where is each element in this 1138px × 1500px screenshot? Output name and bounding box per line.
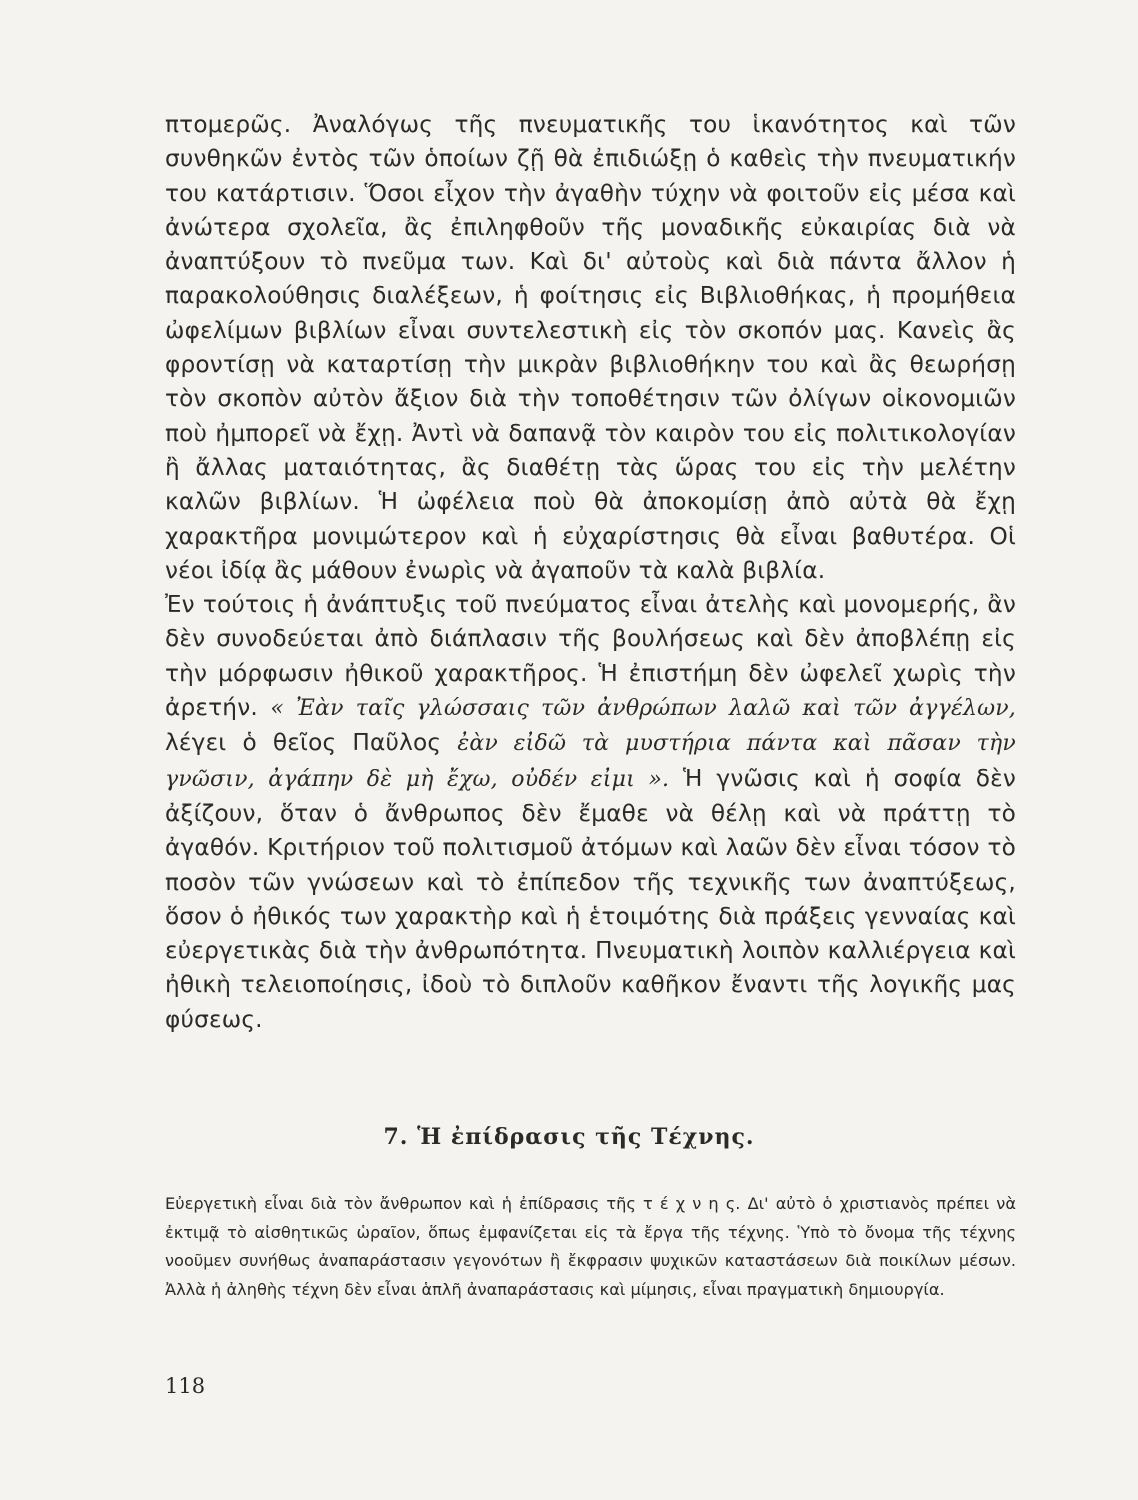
section-intro-text [165,1190,1016,1304]
paragraph-2-end: Ἡ γνῶσις καὶ ἡ σοφία δὲν ἀξίζουν, ὅταν ὁ ἄνθρωπος δὲν ἔμαθε νὰ θέλῃ καὶ νὰ πράττῃ τὸ ἀγαθόν. Κριτήριον τοῦ πολιτισμοῦ ἀτόμων καὶ λαῶν δὲν εἶναι τόσον τὸ ποσὸν τῶν γνώσεων καὶ τὸ ἐπίπεδον τῆς τεχνικῆς των ἀναπτύξεως, ὅσον ὁ ἠθικός των χαρακτὴρ καὶ ἡ ἑτοιμότης διὰ πράξεις γενναίας καὶ εὐεργετικὰς διὰ τὴν ἀνθρωπότητα. Πνευματικὴ λοιπὸν καλλιέργεια καὶ ἠθικὴ τελειοποίησις, ἰδοὺ τὸ διπλοῦν καθῆκον ἔναντι τῆς λογικῆς μας φύσεως. [165,764,1016,1033]
pauline-quote-part-2: ἐὰν εἰδῶ τὰ μυστήρια πάντα καὶ πᾶσαν τὴν γνῶσιν, ἀγάπην δὲ μὴ ἔχω, οὐδέν εἰμι ». [165,731,1016,792]
quote-attribution: λέγει ὁ θεῖος Παῦλος [165,729,442,757]
main-text [165,108,1016,1037]
pauline-quote-part-1: « Ἐὰν ταῖς γλώσσαις τῶν ἀνθρώπων λαλῶ καὶ τῶν ἀγγέλων, [270,696,1016,722]
section-intro-paragraph: Εὐεργετικὴ εἶναι διὰ τὸν ἄνθρωπον καὶ ἡ ἐπίδρασις τῆς τ έ χ ν η ς. Δι' αὐτὸ ὁ χριστιανὸς πρέπει νὰ ἐκτιμᾷ τὸ αἰσθητικῶς ὡραῖον, ὅπως ἐμφανίζεται εἰς τὰ ἔργα τῆς τέχνης. Ὑπὸ τὸ ὄνομα τῆς τέχνης νοοῦμεν συνήθως ἀναπαράστασιν γεγονότων ἢ ἔκφρασιν ψυχικῶν καταστάσεων διὰ ποικίλων μέσων. Ἀλλὰ ἡ ἀληθὴς τέχνη δὲν εἶναι ἁπλῆ ἀναπαράστασις καὶ μίμησις, εἶναι πραγματικὴ δημιουργία. [165,1194,1016,1299]
section-heading: 7. Ἡ ἐπίδρασις τῆς Τέχνης. [383,1124,755,1150]
page-number: 118 [165,1374,206,1398]
paragraph-2 [165,588,1016,1037]
paragraph-2-start: Ἐν τούτοις ἡ ἀνάπτυξις τοῦ πνεύματος εἶναι ἀτελὴς καὶ μονομερής, ἂν δὲν συνοδεύεται ἀπὸ διάπλασιν τῆς βουλήσεως καὶ δὲν ἀποβλέπῃ εἰς τὴν μόρφωσιν ἠθικοῦ χαρακτῆρος. Ἡ ἐπιστήμη δὲν ὠφελεῖ χωρὶς τὴν ἀρετήν. [165,591,1016,722]
paragraph-1: πτομερῶς. Ἀναλόγως τῆς πνευματικῆς του ἱκανότητος καὶ τῶν συνθηκῶν ἐντὸς τῶν ὁποίων ζῇ θὰ ἐπιδιώξῃ ὁ καθεὶς τὴν πνευματικήν του κατάρτισιν. Ὅσοι εἶχον τὴν ἀγαθὴν τύχην νὰ φοιτοῦν εἰς μέσα καὶ ἀνώτερα σχολεῖα, ἂς ἐπιληφθοῦν τῆς μοναδικῆς εὐκαιρίας διὰ νὰ ἀναπτύξουν τὸ πνεῦμα των. Καὶ δι' αὐτοὺς καὶ διὰ πάντα ἄλλον ἡ παρακολούθησις διαλέξεων, ἡ φοίτησις εἰς Βιβλιοθήκας, ἡ προμήθεια ὠφελίμων βιβλίων εἶναι συντελεστικὴ εἰς τὸν σκοπόν μας. Κανεὶς ἂς φροντίσῃ νὰ καταρτίσῃ τὴν μικρὰν βιβλιοθήκην του καὶ ἂς θεωρήσῃ τὸν σκοπὸν αὐτὸν ἄξιον διὰ τὴν τοποθέτησιν τῶν ὀλίγων οἰκονομιῶν ποὺ ἠμπορεῖ νὰ ἔχῃ. Ἀντὶ νὰ δαπανᾷ τὸν καιρὸν του εἰς πολιτικολογίαν ἢ ἄλλας ματαιότητας, ἂς διαθέτῃ τὰς ὥρας του εἰς τὴν μελέτην καλῶν βιβλίων. Ἡ ὠφέλεια ποὺ θὰ ἀποκομίσῃ ἀπὸ αὐτὰ θὰ ἔχῃ χαρακτῆρα μονιμώτερον καὶ ἡ εὐχαρίστησις θὰ εἶναι βαθυτέρα. Οἱ νέοι ἰδίᾳ ἂς μάθουν ἐνωρὶς νὰ ἀγαποῦν τὰ καλὰ βιβλία. [165,111,1016,584]
